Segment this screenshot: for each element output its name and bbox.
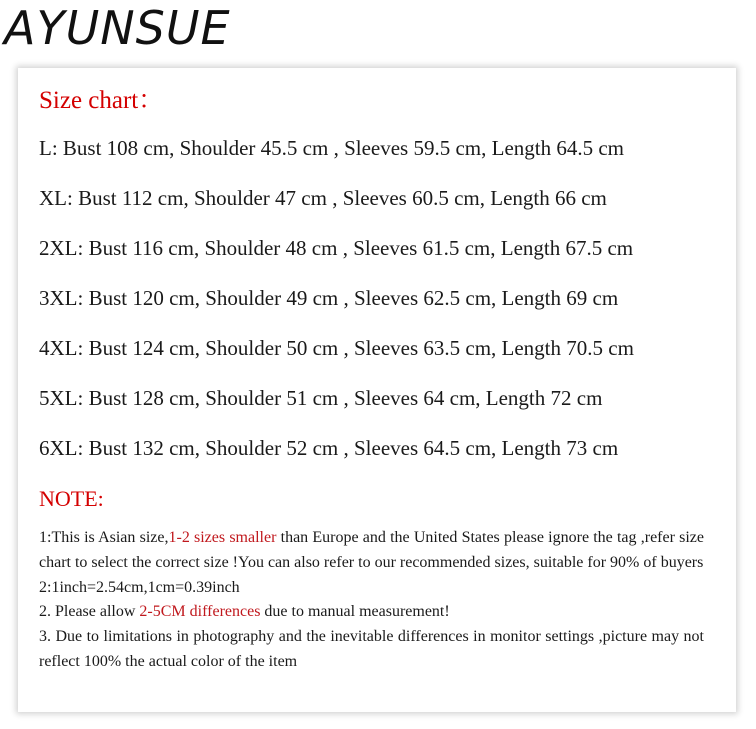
note-2: 2:1inch=2.54cm,1cm=0.39inch bbox=[39, 578, 240, 596]
note-3-text: 2. Please allow bbox=[39, 603, 140, 621]
note-1-text-rest: than Europe and the United States please ignore the tag ,refer size chart to select the correct size !You can also refer to our recommended sizes, suitable for 90% of buyers bbox=[39, 529, 704, 571]
note-3-text-rest: due to manual measurement! bbox=[260, 603, 450, 621]
note-1-highlight: 1-2 sizes smaller bbox=[168, 529, 277, 546]
size-row-6xl: 6XL: Bust 132 cm, Shoulder 52 cm , Sleeves 64.5 cm, Length 73 cm bbox=[39, 436, 619, 460]
size-chart-card bbox=[18, 68, 736, 712]
size-list bbox=[39, 136, 634, 486]
size-row-2xl: 2XL: Bust 116 cm, Shoulder 48 cm , Sleeves 61.5 cm, Length 67.5 cm bbox=[39, 236, 634, 260]
size-row-xl: XL: Bust 112 cm, Shoulder 47 cm , Sleeves 60.5 cm, Length 66 cm bbox=[39, 186, 607, 210]
note-1-text: 1:This is Asian size, bbox=[39, 529, 169, 546]
note-3-highlight: 2-5CM differences bbox=[139, 603, 261, 621]
brand-logo: AYUNSUE bbox=[4, 1, 231, 55]
note-4: 3. Due to limitations in photography and the inevitable differences in monitor settings ,picture may not reflect 100% the actual color of the item bbox=[39, 628, 704, 670]
size-row-4xl: 4XL: Bust 124 cm, Shoulder 50 cm , Sleeves 63.5 cm, Length 70.5 cm bbox=[39, 336, 634, 360]
size-row-l: L: Bust 108 cm, Shoulder 45.5 cm , Sleeves 59.5 cm, Length 64.5 cm bbox=[39, 136, 625, 160]
size-row-3xl: 3XL: Bust 120 cm, Shoulder 49 cm , Sleeves 62.5 cm, Length 69 cm bbox=[39, 286, 619, 310]
size-row-5xl: 5XL: Bust 128 cm, Shoulder 51 cm , Sleeves 64 cm, Length 72 cm bbox=[39, 386, 603, 410]
size-chart-title: Size chart： bbox=[39, 87, 164, 114]
note-1 bbox=[39, 526, 704, 576]
notes-block bbox=[39, 526, 704, 675]
note-title: NOTE: bbox=[39, 486, 104, 511]
note-3 bbox=[39, 600, 704, 625]
